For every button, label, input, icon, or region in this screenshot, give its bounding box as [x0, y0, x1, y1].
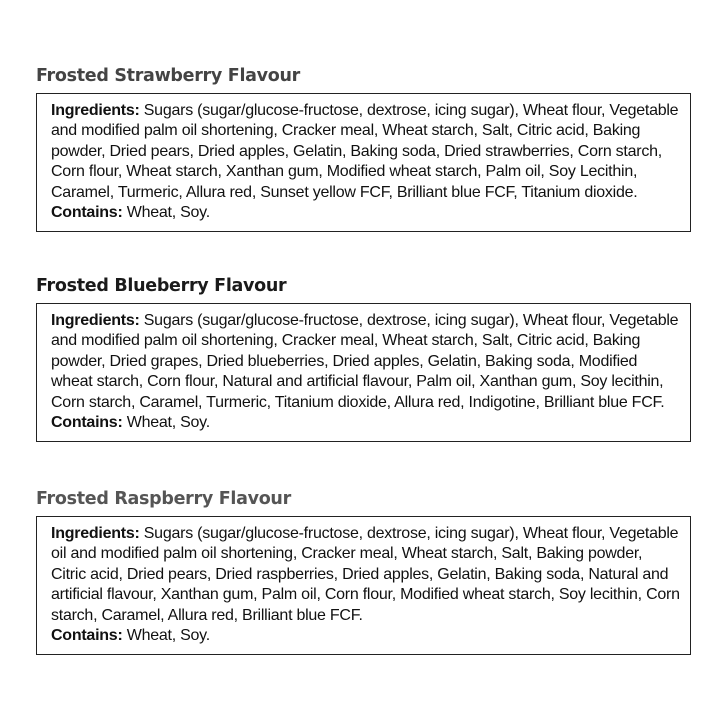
blueberry-ingredients: [51, 311, 680, 413]
strawberry-contains: [51, 203, 680, 223]
strawberry-ingredients-box: [36, 93, 691, 232]
ingredients-label: Ingredients:: [51, 102, 140, 119]
raspberry-title: Frosted Raspberry Flavour: [36, 489, 291, 509]
ingredients-text: Sugars (sugar/glucose-fructose, dextrose, icing sugar), Wheat flour, Vegetable and modified palm oil shortening, Cracker meal, Wheat starch, Salt, Citric acid, Baking powder, Dried pears, Dried apples, Gelatin, Baking soda, Dried strawberries, Corn starch, Corn flour, Wheat starch, Xanthan gum, Modified wheat starch, Palm oil, Soy Lecithin, Caramel, Turmeric, Allura red, Sunset yellow FCF, Brilliant blue FCF, Titanium dioxide.: [51, 102, 679, 201]
contains-label: Contains:: [51, 204, 123, 222]
blueberry-title: Frosted Blueberry Flavour: [36, 276, 287, 296]
blueberry-contains: [51, 413, 680, 433]
blueberry-section: [36, 275, 691, 442]
strawberry-title: Frosted Strawberry Flavour: [36, 66, 300, 86]
contains-text: Wheat, Soy.: [122, 627, 210, 645]
strawberry-ingredients: [51, 101, 680, 203]
blueberry-ingredients-box: [36, 303, 691, 442]
strawberry-section: [36, 65, 691, 232]
contains-label: Contains:: [51, 414, 123, 432]
ingredients-label: Ingredients:: [51, 312, 140, 329]
ingredients-text: Sugars (sugar/glucose-fructose, dextrose, icing sugar), Wheat flour, Vegetable and modified palm oil shortening, Cracker meal, Wheat starch, Salt, Citric acid, Baking powder, Dried grapes, Dried blueberries, Dried apples, Gelatin, Baking soda, Modified wheat starch, Corn flour, Natural and artificial flavour, Palm oil, Xanthan gum, Soy lecithin, Corn starch, Caramel, Turmeric, Titanium dioxide, Allura red, Indigotine, Brilliant blue FCF.: [51, 312, 679, 411]
raspberry-section: [36, 488, 691, 655]
ingredients-text: Sugars (sugar/glucose-fructose, dextrose, icing sugar), Wheat flour, Vegetable oil and modified palm oil shortening, Cracker meal, Wheat starch, Salt, Baking powder, Citric acid, Dried pears, Dried raspberries, Dried apples, Gelatin, Baking soda, Natural and artificial flavour, Xanthan gum, Palm oil, Corn flour, Modified wheat starch, Soy lecithin, Corn starch, Caramel, Allura red, Brilliant blue FCF.: [51, 525, 680, 624]
ingredients-label: Ingredients:: [51, 525, 140, 542]
raspberry-contains: [51, 626, 680, 646]
contains-text: Wheat, Soy.: [122, 414, 210, 432]
raspberry-ingredients-box: [36, 516, 691, 655]
contains-label: Contains:: [51, 627, 123, 645]
contains-text: Wheat, Soy.: [122, 204, 210, 222]
raspberry-ingredients: [51, 524, 680, 626]
